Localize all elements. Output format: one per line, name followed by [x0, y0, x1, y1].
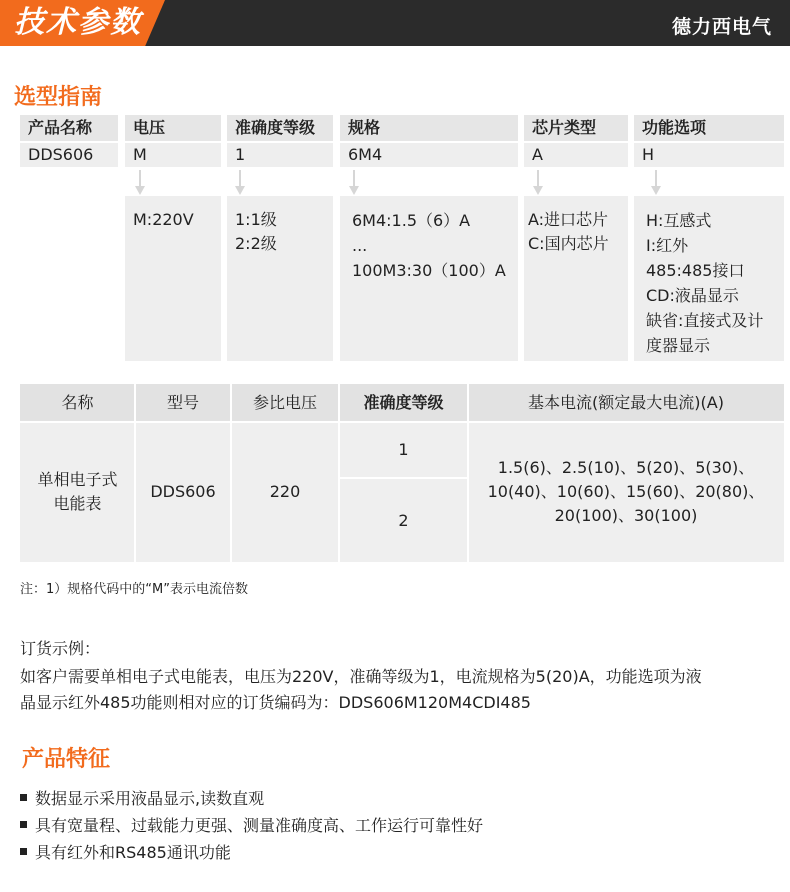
cell-name	[20, 422, 135, 562]
arrow-down-icon	[532, 170, 544, 196]
order-line-1: 如客户需要单相电子式电能表，电压为220V，准确等级为1，电流规格为5(20)A，功能选项为液	[20, 667, 702, 686]
order-label: 订货示例：	[20, 639, 101, 658]
detail-function	[634, 196, 784, 361]
arrow-down-icon	[134, 170, 146, 196]
col-header-accuracy: 准确度等级	[363, 393, 444, 412]
detail-line: M:220V	[133, 210, 194, 229]
order-line-2: 晶显示红外485功能则相对应的订货编码为：DDS606M120M4CDI485	[20, 693, 531, 712]
detail-line: 缺省:直接式及计	[646, 311, 764, 330]
detail-chip-type	[524, 196, 628, 361]
feature-item	[20, 840, 231, 863]
detail-line: 度器显示	[646, 336, 711, 355]
detail-line: 2:2级	[235, 234, 277, 253]
header-banner	[0, 0, 790, 46]
detail-line: H:互感式	[646, 211, 712, 230]
detail-accuracy	[227, 196, 333, 361]
cell-current	[468, 422, 784, 562]
features-title: 产品特征	[22, 747, 111, 772]
header-accuracy: 准确度等级	[227, 115, 333, 141]
col-header-voltage: 参比电压	[252, 393, 317, 412]
detail-line: 485:485接口	[646, 261, 745, 280]
guide-title: 选型指南	[14, 85, 103, 110]
arrow-down-icon	[650, 170, 662, 196]
arrow-down-icon	[348, 170, 360, 196]
feature-text: 数据显示采用液晶显示,读数直观	[35, 789, 265, 808]
header-chip-type: 芯片类型	[524, 115, 628, 141]
value-accuracy: 1	[227, 143, 333, 167]
detail-line: CD:液晶显示	[646, 286, 739, 305]
detail-line: I:红外	[646, 236, 689, 255]
col-divider	[467, 384, 469, 562]
spec-note: 注：1）规格代码中的“M”表示电流倍数	[20, 582, 248, 597]
header-product-name: 产品名称	[20, 115, 118, 141]
col-header-model: 型号	[166, 393, 199, 412]
cell-accuracy-1: 1	[398, 439, 409, 459]
feature-item	[20, 786, 264, 809]
brand-logo-text: 德力西电气	[671, 16, 772, 38]
col-header-name: 名称	[61, 393, 94, 412]
cell-line: 单相电子式	[37, 470, 118, 489]
feature-text: 具有宽量程、过载能力更强、测量准确度高、工作运行可靠性好	[35, 816, 484, 835]
feature-item	[20, 813, 483, 836]
value-spec: 6M4	[340, 143, 518, 167]
bullet-square-icon	[20, 848, 27, 855]
cell-model: DDS606	[150, 482, 216, 501]
cell-line: 10(40)、10(60)、15(60)、20(80)、	[487, 482, 765, 501]
cell-line: 电能表	[53, 494, 102, 513]
header-function: 功能选项	[634, 115, 784, 141]
value-function: H	[634, 143, 784, 167]
col-divider	[338, 384, 340, 562]
detail-line: 1:1级	[235, 210, 277, 229]
detail-line: A:进口芯片	[528, 210, 609, 229]
col-divider	[230, 384, 232, 562]
value-voltage: M	[125, 143, 221, 167]
detail-line: ...	[352, 236, 368, 255]
col-divider	[134, 384, 136, 562]
bullet-square-icon	[20, 794, 27, 801]
bullet-square-icon	[20, 821, 27, 828]
row-divider	[339, 477, 468, 479]
value-product-name: DDS606	[20, 143, 118, 167]
col-header-current: 基本电流(额定最大电流)(A)	[528, 393, 724, 412]
cell-line: 20(100)、30(100)	[554, 506, 698, 525]
detail-line: 100M3:30（100）A	[352, 261, 506, 280]
arrow-down-icon	[234, 170, 246, 196]
cell-accuracy-2: 2	[398, 510, 409, 530]
header-spec: 规格	[340, 115, 518, 141]
header-voltage: 电压	[125, 115, 221, 141]
page-title: 技术参数	[14, 5, 142, 40]
cell-line: 1.5(6)、2.5(10)、5(20)、5(30)、	[497, 458, 755, 477]
feature-text: 具有红外和RS485通讯功能	[35, 843, 231, 862]
detail-spec	[340, 196, 518, 361]
value-chip-type: A	[524, 143, 628, 167]
cell-voltage: 220	[269, 482, 301, 501]
detail-line: C:国内芯片	[528, 234, 609, 253]
parameter-table	[20, 384, 784, 562]
detail-line: 6M4:1.5（6）A	[352, 211, 471, 230]
detail-voltage	[125, 196, 221, 361]
